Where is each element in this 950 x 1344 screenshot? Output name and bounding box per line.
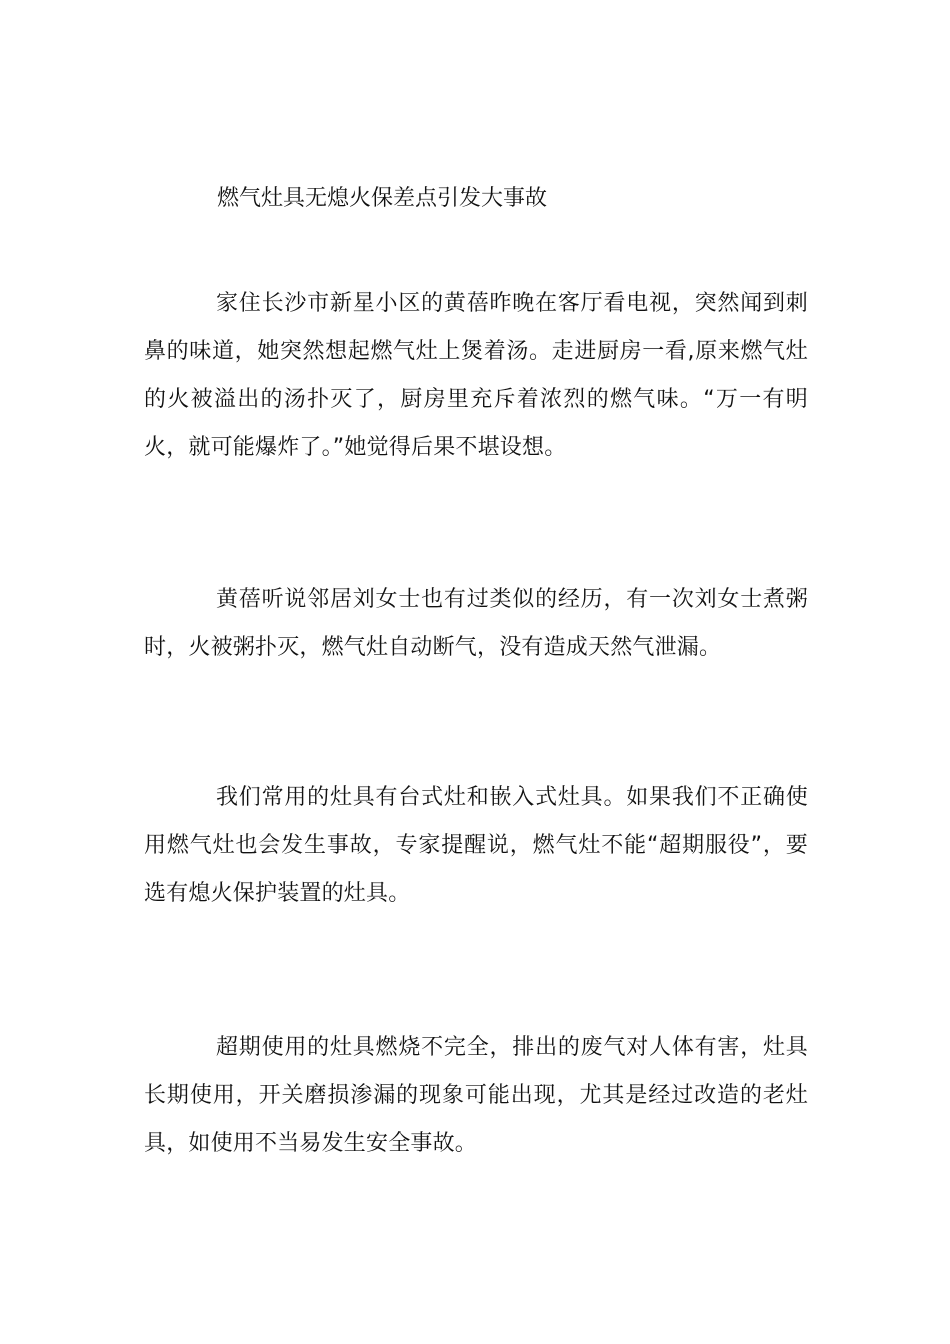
paragraph-2: 黄蓓听说邻居刘女士也有过类似的经历，有一次刘女士煮粥时，火被粥扑灭，燃气灶自动断气，没有造成天然气泄漏。 bbox=[144, 587, 808, 660]
document-title: 燃气灶具无熄火保差点引发大事故 bbox=[217, 186, 548, 211]
paragraph-3: 我们常用的灶具有台式灶和嵌入式灶具。如果我们不正确使用燃气灶也会发生事故，专家提醒说，燃气灶不能“超期服役”，要选有熄火保护装置的灶具。 bbox=[144, 785, 808, 906]
paragraph-4: 超期使用的灶具燃烧不完全，排出的废气对人体有害，灶具长期使用，开关磨损渗漏的现象可能出现，尤其是经过改造的老灶具，如使用不当易发生安全事故。 bbox=[144, 1035, 808, 1156]
paragraph-1: 家住长沙市新星小区的黄蓓昨晚在客厅看电视，突然闻到刺鼻的味道，她突然想起燃气灶上煲着汤。走进厨房一看,原来燃气灶的火被溢出的汤扑灭了，厨房里充斥着浓烈的燃气味。“万一有明火，就可能爆炸了。”她觉得后果不堪设想。 bbox=[144, 291, 808, 460]
